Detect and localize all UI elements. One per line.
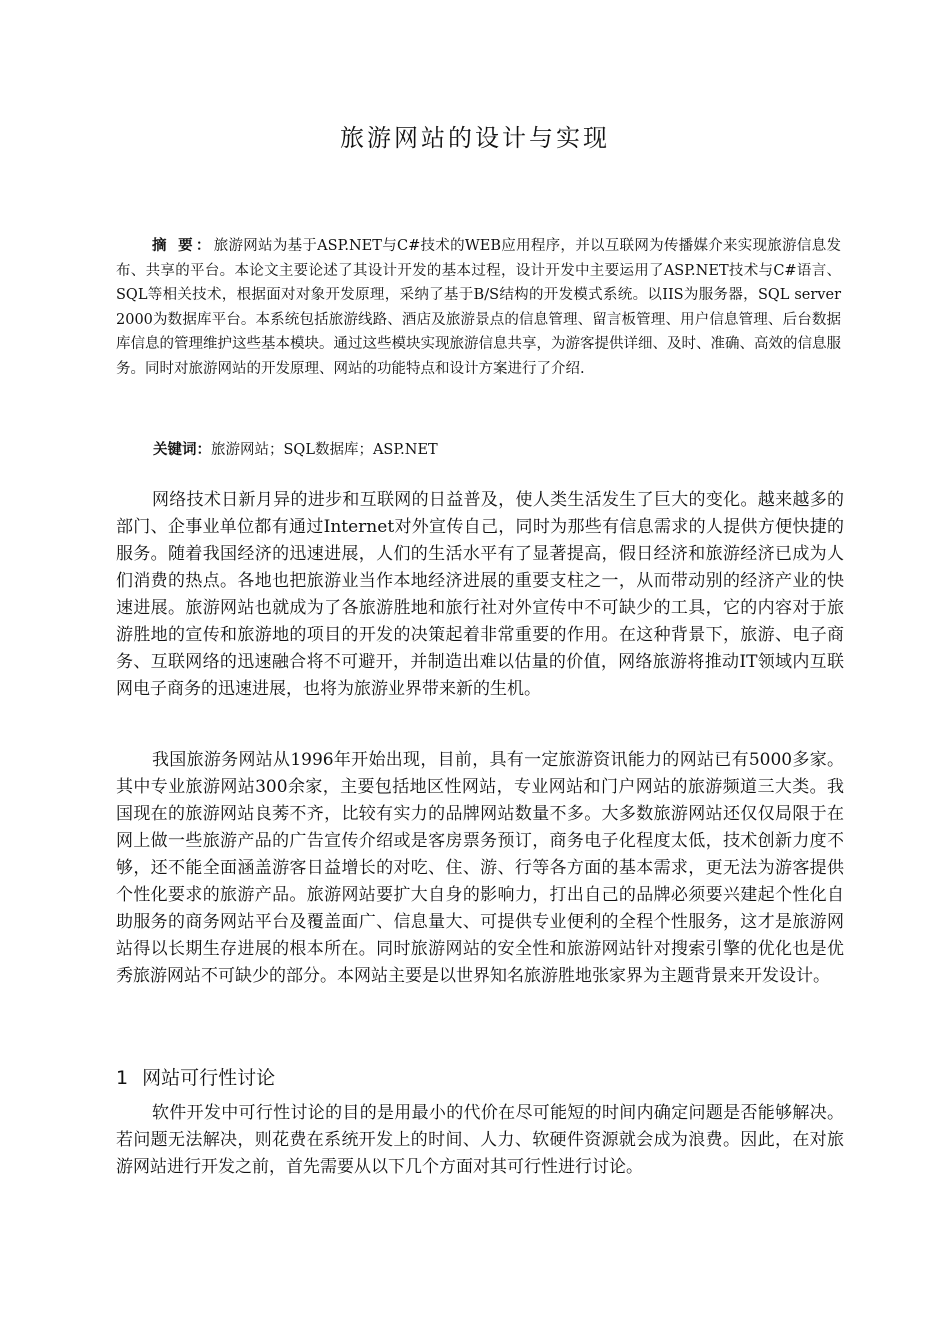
section-number: 1: [116, 1067, 129, 1089]
section-title: 网站可行性讨论: [142, 1067, 276, 1089]
section-1-paragraph: 软件开发中可行性讨论的目的是用最小的代价在尽可能短的时间内确定问题是否能够解决。若问题无法解决，则花费在系统开发上的时间、人力、软硬件资源就会成为浪费。因此，在对旅游网站进行开发之前，首先需要从以下几个方面对其可行性进行讨论。: [116, 1103, 844, 1177]
keywords-text: 旅游网站；SQL数据库；ASP.NET: [211, 442, 438, 458]
section-heading: [116, 1064, 275, 1092]
abstract: [116, 234, 841, 381]
abstract-label: 摘 要：: [152, 237, 214, 254]
keywords-label: 关键词：: [153, 441, 211, 458]
keywords: [153, 438, 841, 462]
intro-paragraph-1: 网络技术日新月异的进步和互联网的日益普及，使人类生活发生了巨大的变化。越来越多的部门、企事业单位都有通过Internet对外宣传自己，同时为那些有信息需求的人提供方便快捷的服务。随着我国经济的迅速进展，人们的生活水平有了显著提高，假日经济和旅游经济已成为人们消费的热点。各地也把旅游业当作本地经济进展的重要支柱之一，从而带动别的经济产业的快速进展。旅游网站也就成为了各旅游胜地和旅行社对外宣传中不可缺少的工具，它的内容对于旅游胜地的宣传和旅游地的项目的开发的决策起着非常重要的作用。在这种背景下，旅游、电子商务、互联网络的迅速融合将不可避开，并制造出难以估量的价值，网络旅游将推动IT领域内互联网电子商务的迅速进展，也将为旅游业界带来新的生机。: [116, 490, 844, 699]
document-title: 旅游网站的设计与实现: [340, 124, 610, 152]
intro-paragraph-2: 我国旅游务网站从1996年开始出现，目前，具有一定旅游资讯能力的网站已有5000多家。其中专业旅游网站300余家，主要包括地区性网站，专业网站和门户网站的旅游频道三大类。我国现在的旅游网站良莠不齐，比较有实力的品牌网站数量不多。大多数旅游网站还仅仅局限于在网上做一些旅游产品的广告宣传介绍或是客房票务预订，商务电子化程度太低，技术创新力度不够，还不能全面涵盖游客日益增长的对吃、住、游、行等各方面的基本需求，更无法为游客提供个性化要求的旅游产品。旅游网站要扩大自身的影响力，打出自己的品牌必须要兴建起个性化自助服务的商务网站平台及覆盖面广、信息量大、可提供专业便利的全程个性服务，这才是旅游网站得以长期生存进展的根本所在。同时旅游网站的安全性和旅游网站针对搜索引擎的优化也是优秀旅游网站不可缺少的部分。本网站主要是以世界知名旅游胜地张家界为主题背景来开发设计。: [116, 750, 844, 986]
abstract-text: 旅游网站为基于ASP.NET与C#技术的WEB应用程序，并以互联网为传播媒介来实现旅游信息发布、共享的平台。本论文主要论述了其设计开发的基本过程，设计开发中主要运用了ASP.NET技术与C#语言、 SQL等相关技术，根据面对对象开发原理，采纳了基于B/S结构的开发模式系统。以IIS为服务器，SQL server 2000为数据库平台。本系统包括旅游线路、酒店及旅游景点的信息管理、留言板管理、用户信息管理、后台数据库信息的管理维护这些基本模块。通过这些模块实现旅游信息共享，为游客提供详细、及时、准确、高效的信息服务。同时对旅游网站的开发原理、网站的功能特点和设计方案进行了介绍.: [116, 238, 841, 377]
